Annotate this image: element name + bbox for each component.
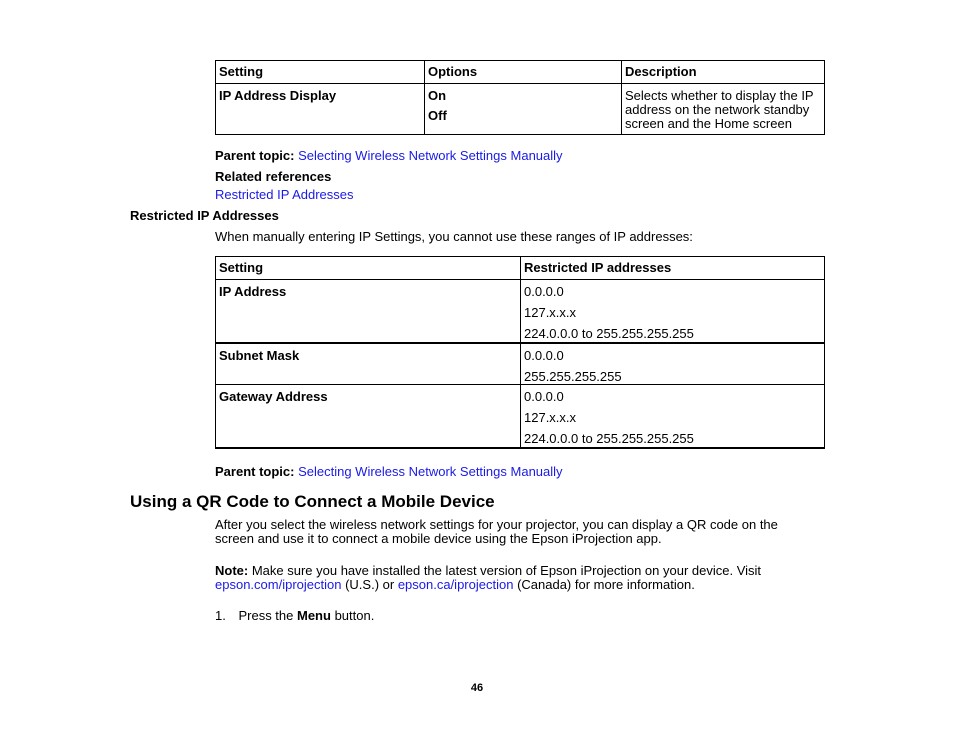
table-row: [216, 385, 825, 448]
epson-ca-link[interactable]: epson.ca/iprojection: [397, 577, 514, 592]
note-paragraph: Note: Make sure you have installed the latest version of Epson iProjection on your device. Visit epson.com/iprojection (U.S.) or epson.ca/iprojection (Canada) for more information.: [215, 563, 762, 592]
restricted-ip-link[interactable]: Restricted IP Addresses: [215, 187, 354, 202]
table-header-cell: Setting: [216, 257, 521, 280]
parent-topic-link[interactable]: Selecting Wireless Network Settings Manually: [298, 464, 563, 479]
table-header-cell: Setting: [216, 61, 425, 84]
description-cell: Selects whether to display the IP address on the network standby screen and the Home screen: [622, 84, 825, 135]
epson-com-link[interactable]: epson.com/iprojection: [215, 577, 342, 592]
setting-cell: IP Address: [216, 280, 521, 343]
table-header-row: [216, 61, 825, 84]
options-cell: [425, 84, 622, 135]
table-header-cell: Options: [425, 61, 622, 84]
restricted-ip-table: [215, 256, 825, 449]
table-row: [216, 343, 825, 385]
qr-paragraph: After you select the wireless network settings for your projector, you can display a QR code on the screen and use it to connect a mobile device using the Epson iProjection app.: [215, 517, 778, 546]
values-cell: 0.0.0.0 127.x.x.x 224.0.0.0 to 255.255.255.255: [521, 385, 825, 448]
related-references-heading: Related references: [215, 169, 332, 184]
setting-cell: Gateway Address: [216, 385, 521, 448]
parent-topic-link[interactable]: Selecting Wireless Network Settings Manually: [298, 148, 563, 163]
table-header-row: [216, 257, 825, 280]
menu-button-label: Menu: [297, 608, 331, 623]
step-number: 1.: [215, 608, 226, 623]
parent-topic-2: Parent topic: Selecting Wireless Network Settings Manually: [215, 464, 563, 479]
setting-cell: IP Address Display: [216, 84, 425, 135]
values-cell: 0.0.0.0 127.x.x.x 224.0.0.0 to 255.255.255.255: [521, 280, 825, 343]
option-on: On: [428, 88, 447, 103]
restricted-heading: Restricted IP Addresses: [130, 208, 279, 223]
parent-topic-1: Parent topic: Selecting Wireless Network Settings Manually: [215, 148, 563, 163]
restricted-intro: When manually entering IP Settings, you cannot use these ranges of IP addresses:: [215, 229, 693, 244]
note-label: Note:: [215, 563, 249, 578]
table-header-cell: Description: [622, 61, 825, 84]
values-cell: 0.0.0.0 255.255.255.255: [521, 343, 825, 385]
step-1: 1. Press the Menu button.: [215, 608, 375, 623]
table-row: [216, 84, 825, 135]
options-table: [215, 60, 825, 135]
qr-section-heading: Using a QR Code to Connect a Mobile Device: [130, 492, 495, 511]
table-header-cell: Restricted IP addresses: [521, 257, 825, 280]
table-row: [216, 280, 825, 343]
page-number: 46: [470, 682, 484, 694]
related-references-link-row: [215, 188, 354, 202]
option-off: Off: [428, 108, 447, 123]
setting-cell: Subnet Mask: [216, 343, 521, 385]
